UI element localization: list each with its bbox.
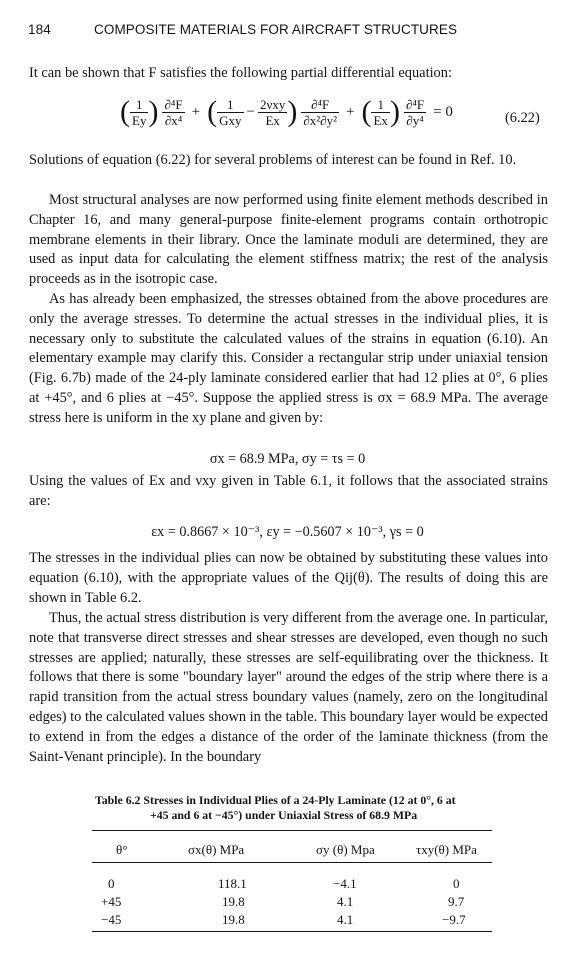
table-cell: −4.1 xyxy=(333,876,357,891)
table-cell: +45 xyxy=(101,894,122,909)
paragraph-solutions: Solutions of equation (6.22) for several problems of interest can be found in Ref. 10. xyxy=(29,152,517,168)
paragraph-average-stresses: As has already been emphasized, the stresses obtained from the above procedures are only the average stresses. To determine the actual stresses in the individual plies, it is necessary only to substitute the calculated values of the strains in equation (6.10). An elementary example may clarify this. Consider a rectangular strip under uniaxial tension (Fig. 6.7b) made of the 24-ply laminate considered earlier that had 12 plies at 0°, 6 plies at +45°, and 6 plies at −45°. Suppose the applied stress is σx = 68.9 MPa. The average stress here is uniform in the xy plane and given by: xyxy=(29,291,548,426)
equation-number: (6.22) xyxy=(505,110,540,126)
table-cell: 0 xyxy=(453,876,460,891)
equation-strains: εx = 0.8667 × 10⁻³, εy = −0.5607 × 10⁻³, γs = 0 xyxy=(151,524,424,540)
table-cell: 4.1 xyxy=(337,894,354,909)
table-top-rule xyxy=(92,830,492,831)
table-cell: 19.8 xyxy=(222,912,245,927)
paragraph-intro: It can be shown that F satisfies the following partial differential equation: xyxy=(29,65,452,81)
equation-applied-stress: σx = 68.9 MPa, σy = τs = 0 xyxy=(209,451,366,467)
page-number: 184 xyxy=(28,22,51,37)
table-cell: 4.1 xyxy=(337,912,354,927)
table-cell: −9.7 xyxy=(442,912,466,927)
table-cell: 19.8 xyxy=(222,894,245,909)
table-cell: 0 xyxy=(108,876,115,891)
table-caption-line2: +45 and 6 at −45°) under Uniaxial Stress of 68.9 MPa xyxy=(150,808,418,822)
table-header-sigma-x: σx(θ) MPa xyxy=(188,842,245,857)
table-cell: 118.1 xyxy=(218,876,247,891)
running-title: COMPOSITE MATERIALS FOR AIRCRAFT STRUCTURES xyxy=(94,22,458,37)
paragraph-ply-stresses: The stresses in the individual plies can now be obtained by substituting these values into equation (6.10), with the appropriate values of the Qij(θ). The results of doing this are shown in Table 6.2. xyxy=(29,550,548,606)
table-header-rule xyxy=(92,862,492,863)
table-header-theta: θ° xyxy=(116,842,128,857)
table-cell: 9.7 xyxy=(448,894,465,909)
table-cell: −45 xyxy=(101,912,122,927)
table-caption: Table 6.2 Stresses in Individual Plies of a 24-Ply Laminate (12 at 0°, 6 at xyxy=(95,793,456,807)
paragraph-fem: Most structural analyses are now performed using finite element methods described in Chapter 16, and many general-purpose finite-element programs contain orthotropic membrane elements in their library. Once the laminate moduli are determined, they are used as input data for calculating the element stiffness matrix; the rest of the analysis proceeds as in the isotropic case. xyxy=(29,192,548,288)
equation-6-22: ( $\frac{1}{Ey}$ ) $\frac{\text{∂⁴F}}{\text{∂x⁴}}$ + ( $\frac{1}{\text{Gxy}}$ − $\frac{\text{2νxy}}{Ex}$ ) $\frac{\text{∂⁴F}}{\text{∂x²∂y²}}$ + ( $\frac{1}{Ex}$ ) $\frac{\text{∂⁴F}}{\text{∂y⁴}}$ = 0 xyxy=(120,95,453,128)
table-bottom-rule xyxy=(92,931,492,932)
table-header-tau-xy: τxy(θ) MPa xyxy=(416,842,477,857)
paragraph-strains-intro: Using the values of Ex and νxy given in Table 6.1, it follows that the associated strains are: xyxy=(29,473,548,509)
table-header-sigma-y: σy (θ) Mpa xyxy=(316,842,375,857)
paragraph-boundary-layer: Thus, the actual stress distribution is very different from the average one. In particular, note that transverse direct stresses and shear stresses are developed, even though no such stresses are applied; naturally, these stresses are self-equilibrating over the thickness. It follows that there is some "boundary layer" around the edges of the strip where there is a rapid transition from the actual stress boundary values (namely, zero on the longitudinal edges) to the calculated values shown in the table. This boundary layer would be expected to extend in from the edges a distance of the order of the laminate thickness (from the Saint-Venant principle). In the boundary xyxy=(29,610,548,765)
